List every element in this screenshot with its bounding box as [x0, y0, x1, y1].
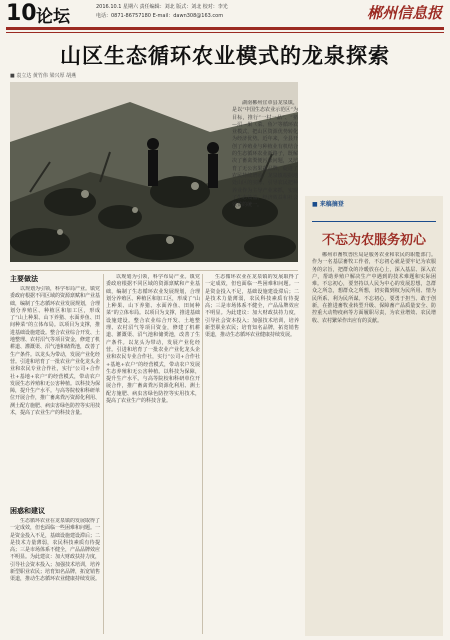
section2-column	[10, 518, 100, 634]
sidebar-label: ■ 来稿摘登	[312, 201, 344, 208]
section1-text: 以规划为引领，科学布局产业。镇党委政府根据不同区域的资源禀赋和产业基础，编制了生态循环农业发展规划，合理划分养殖区、种植区和加工区，形成了“山上种果、山下养猪、水面养鱼、田间种菜”的立体布局。以项目为支撑，推进基础设施建设。整合农业综合开发、土地整理、农村沼气等项目资金，修建了机耕道、灌溉渠、沼气池和储粪池，改善了生产条件。以龙头为带动，发展产业化经营。引进和培育了一批农业产业化龙头企业和农民专业合作社，实行“公司+合作社+基地+农户”的经营模式，带动农户发展生态养殖和无公害种植。以科技为保障，提升生产水平。与高等院校和科研单位开展合作，推广畜禽粪污资源化利用、测土配方施肥、病虫害绿色防控等实用技术，提高了农业生产的科技含量。	[10, 286, 100, 417]
contact-meta: 电话：0871-86757180 E-mail：dawn308@163.com	[96, 13, 224, 19]
sidebar-title: 不忘为农服务初心	[321, 233, 426, 248]
intro-column	[232, 100, 298, 260]
byline: ■ 袁立达 黄竹伟 梁兴厚 胡燕	[10, 73, 77, 79]
masthead-rule-thin	[6, 32, 444, 33]
section-name: 论坛	[36, 7, 70, 27]
section1-column-2	[106, 274, 200, 634]
section2-title: 困惑和建议	[10, 507, 45, 515]
newspaper-logo: 郴州信息报	[366, 4, 442, 22]
section1-title: 主要做法	[10, 275, 38, 283]
sidebar-rule	[312, 221, 436, 222]
section1-column	[10, 286, 100, 500]
masthead-rule	[6, 27, 444, 30]
section-divider	[10, 270, 298, 271]
intro-text: 湖南郴州宜章县龙泉镇，是以“中国生态农业示范区”为目标，推行“一村一品”、“猪—沼—果（菜、鱼）”等循环农业模式，把山区资源优势转化为经济优势。近年来，全县开创了养殖业与种植业有机结合的生态循环农业新路子，既解决了畜禽粪便污染问题，又培育了无公害果蔬品牌，促进了农民持续增收。龙泉镇根据地处山区的实际，引导农民把种养业作为主导产业来抓，实现了生态效益、经济效益和社会效益的统一。	[232, 100, 298, 209]
article-headline: 山区生态循环农业模式的龙泉探索	[60, 44, 390, 68]
column-divider	[103, 274, 104, 634]
sidebar-text: 郴州市畜牧兽医局是服务农业和农民的职能部门。作为一名基层畜牧工作者，不忘初心就是要牢记为农服务的宗旨，把群众的冷暖放在心上，深入基层、深入农户，帮助养殖户解决生产中遇到的技术难题和实际困难。不忘初心，要坚持以人民为中心的发展思想，急群众之所急，想群众之所想，切实做到权为民所用、情为民所系、利为民所谋。不忘初心，要勇于担当、敢于创新，在推进畜牧业转型升级、保障畜产品质量安全、防控重大动物疫病等方面履职尽责，为农业增效、农民增收、农村繁荣作出应有的贡献。	[312, 252, 436, 324]
issue-meta: 2016.10.1 星期六 责任编辑：刘北 版式：刘北 校对：李光	[96, 4, 228, 10]
section1-text-cont-2: 生态循环农业在龙泉镇的发展取得了一定成效，但也面临一些困难和问题。一是资金投入不足，基础设施建设滞后；二是技术力量薄弱，农民科技素质有待提高；三是市场体系不健全，产品品牌效应不明显。为此建议：加大财政扶持力度，引导社会资本投入；加强技术培训，培养新型职业农民；培育知名品牌，拓宽销售渠道，推动生态循环农业健康持续发展。	[205, 274, 299, 339]
page-number: 10	[6, 1, 37, 26]
section2-text: 生态循环农业在龙泉镇的发展取得了一定成效，但也面临一些困难和问题。一是资金投入不足，基础设施建设滞后；二是技术力量薄弱，农民科技素质有待提高；三是市场体系不健全，产品品牌效应不明显。为此建议：加大财政扶持力度，引导社会资本投入；加强技术培训，培养新型职业农民；培育知名品牌，拓宽销售渠道，推动生态循环农业健康持续发展。	[10, 518, 100, 583]
sidebar-column	[312, 252, 436, 632]
section1-text-cont: 以规划为引领，科学布局产业。镇党委政府根据不同区域的资源禀赋和产业基础，编制了生态循环农业发展规划，合理划分养殖区、种植区和加工区，形成了“山上种果、山下养猪、水面养鱼、田间种菜”的立体布局。以项目为支撑，推进基础设施建设。整合农业综合开发、土地整理、农村沼气等项目资金，修建了机耕道、灌溉渠、沼气池和储粪池，改善了生产条件。以龙头为带动，发展产业化经营。引进和培育了一批农业产业化龙头企业和农民专业合作社，实行“公司+合作社+基地+农户”的经营模式，带动农户发展生态养殖和无公害种植。以科技为保障，提升生产水平。与高等院校和科研单位开展合作，推广畜禽粪污资源化利用、测土配方施肥、病虫害绿色防控等实用技术，提高了农业生产的科技含量。	[106, 274, 200, 405]
column-divider-2	[202, 274, 203, 634]
section1-column-3	[205, 274, 299, 634]
